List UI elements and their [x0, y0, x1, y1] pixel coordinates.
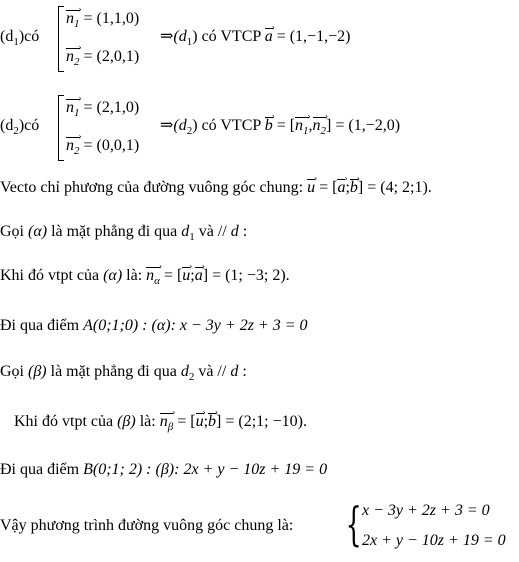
implies-symbol: ⇒ [160, 28, 174, 45]
vtpt-text: Khi đó vtpt của [0, 267, 104, 284]
vtcp-label: có VTCP [197, 117, 265, 134]
d2-bracket [58, 95, 64, 161]
d2-prefix [0, 116, 39, 141]
plane-alpha-normal [0, 261, 290, 291]
plane-beta-equation [0, 460, 327, 480]
d1-result-var: (d [173, 28, 187, 45]
n1-sub: 1 [74, 107, 80, 120]
vector-n-beta: › $n_\beta$ [159, 407, 176, 434]
n2-sub: 2 [74, 56, 80, 69]
point-text: Đi qua điểm [0, 461, 84, 478]
vector-b-ref2: › b [208, 407, 219, 430]
alpha-symbol: (α) [103, 267, 123, 284]
d2-result-var: (d [173, 117, 187, 134]
goi-text: Gọi [0, 363, 28, 380]
n-alpha: n [146, 267, 155, 284]
parallel-text: và // [194, 223, 231, 240]
n1-value: = (1,1,0) [79, 10, 140, 27]
system-brace: { [345, 497, 362, 551]
beta-equation: B(0;1; 2) : (β): 2x + y − 10z + 19 = 0 [83, 461, 328, 478]
d2-normal-2 [66, 131, 140, 161]
d2-result-sub: 2 [186, 125, 193, 138]
common-perpendicular-direction [0, 173, 432, 198]
beta-symbol: (β) [28, 363, 47, 380]
vector-n2-d1: › $n_2$ [66, 42, 82, 69]
n-beta-sub: β [167, 421, 174, 434]
u-ref: u [195, 413, 204, 430]
d1-label-sub: 1 [13, 36, 19, 49]
la-text: là: [135, 413, 160, 430]
d1-co-text: có [24, 28, 40, 45]
vector-n2-d2: › $n_2$ [66, 131, 82, 158]
n1-sub: 1 [74, 18, 80, 31]
n-beta-value: ] = (2;1; −10). [216, 413, 307, 430]
vector-b-ref: › b [349, 173, 360, 196]
vector-a: › a [264, 22, 275, 45]
cross-n2: n [312, 117, 321, 134]
vector-u-ref2: › u [195, 407, 206, 430]
colon: : [238, 363, 247, 380]
plane-alpha-equation [0, 316, 308, 336]
n1-name: n [66, 10, 74, 27]
parallel-text: và // [194, 363, 231, 380]
point-text: Đi qua điểm [0, 317, 84, 334]
n2-value: = (2,0,1) [79, 48, 140, 65]
d-var: d [180, 363, 189, 380]
semicolon: ; [203, 413, 209, 430]
d2-normal-1 [66, 93, 140, 123]
vector-n2-cross: › $n_2$ [312, 111, 329, 138]
d2-label-sub: 2 [13, 125, 19, 138]
plane-beta-definition [0, 362, 247, 387]
vec-u-eq: = [ [315, 179, 338, 196]
la-text: là: [122, 267, 147, 284]
cross-n1: n [295, 117, 304, 134]
beta-symbol: (β) [117, 413, 136, 430]
n2-name: n [66, 48, 74, 65]
vector-a-ref: › a [337, 173, 348, 196]
vector-u-ref: › u [182, 261, 193, 284]
vector-u: › u [307, 173, 318, 196]
vector-n-alpha: › $n_\alpha$ [146, 261, 162, 288]
vec-b-value: ] = (1,−2,0) [326, 117, 401, 134]
alpha-equation: A(0;1;0) : (α): x − 3y + 2z + 3 = 0 [83, 317, 308, 334]
n-beta: n [159, 413, 168, 430]
n1-name: n [66, 99, 74, 116]
n-alpha-sub: α [154, 275, 160, 288]
system-equation-2: 2x + y − 10z + 19 = 0 [362, 532, 506, 549]
d1-label: (d [0, 28, 14, 45]
d2-label: (d [0, 117, 14, 134]
d1-normal-1 [66, 4, 140, 34]
n2-value: = (0,0,1) [79, 137, 140, 154]
vec-b-ref: b [349, 179, 358, 196]
system-equation-1: x − 3y + 2z + 3 = 0 [362, 502, 490, 519]
vtpt-text: Khi đó vtpt của [14, 413, 118, 430]
d-var: d [181, 223, 190, 240]
n2-name: n [66, 137, 74, 154]
d2-result-close: ) [192, 117, 198, 134]
d-line: d [230, 223, 239, 240]
vec-a-name: a [264, 28, 273, 45]
vec-b-name: b [264, 117, 273, 134]
d2-result [160, 111, 401, 141]
n-alpha-value: ] = (1; −3; 2). [202, 267, 290, 284]
vec-u-name: u [307, 179, 316, 196]
d2-co-text: có [24, 117, 40, 134]
vec-u-value: ] = (4; 2;1). [357, 179, 432, 196]
cross-comma: , [308, 117, 313, 134]
vector-n1-d2: › $n_1$ [66, 93, 82, 120]
d1-label-close: ) [18, 28, 25, 45]
u-ref: u [182, 267, 191, 284]
cross-n2-sub: 2 [320, 125, 327, 138]
eq: = [ [159, 267, 183, 284]
vecto-text: Vecto chỉ phương của đường vuông góc chung: [0, 179, 308, 196]
b-ref: b [208, 413, 217, 430]
d1-bracket [58, 6, 64, 72]
system-of-equations [354, 501, 506, 551]
semicolon: ; [345, 179, 350, 196]
vec-a-value: = (1,−1,−2) [272, 28, 351, 45]
conclusion-text [0, 516, 293, 536]
vector-b: › b [264, 111, 275, 134]
colon: : [238, 223, 248, 240]
vector-n1-d1: › $n_1$ [66, 4, 82, 31]
conclusion-label: Vậy phương trình đường vuông góc chung là: [0, 517, 294, 534]
a-ref: a [194, 267, 203, 284]
plane-alpha-definition [0, 222, 247, 247]
d1-result-close: ) [192, 28, 198, 45]
vector-a-ref2: › a [194, 261, 205, 284]
d-line: d [230, 363, 239, 380]
vec-b-eq: = [ [272, 117, 296, 134]
plane-text: là mặt phẳng đi qua [46, 363, 181, 380]
vector-n1-cross: › $n_1$ [295, 111, 311, 138]
goi-text: Gọi [0, 223, 28, 240]
d2-label-close: ) [18, 117, 25, 134]
d-sub: 2 [188, 371, 195, 384]
alpha-symbol: (α) [28, 223, 48, 240]
d-sub: 1 [189, 231, 195, 244]
vec-a-ref: a [337, 179, 346, 196]
d1-result [160, 22, 351, 52]
vtcp-label: có VTCP [197, 28, 265, 45]
d1-normal-2 [66, 42, 140, 72]
implies-symbol: ⇒ [160, 117, 174, 134]
plane-beta-normal [14, 407, 307, 437]
plane-text: là mặt phẳng đi qua [47, 223, 182, 240]
cross-n1-sub: 1 [303, 125, 309, 138]
eq: = [ [173, 413, 196, 430]
semicolon: ; [190, 267, 195, 284]
n2-sub: 2 [74, 145, 80, 158]
n1-value: = (2,1,0) [79, 99, 140, 116]
d1-prefix [0, 27, 39, 52]
d1-result-sub: 1 [186, 36, 193, 49]
